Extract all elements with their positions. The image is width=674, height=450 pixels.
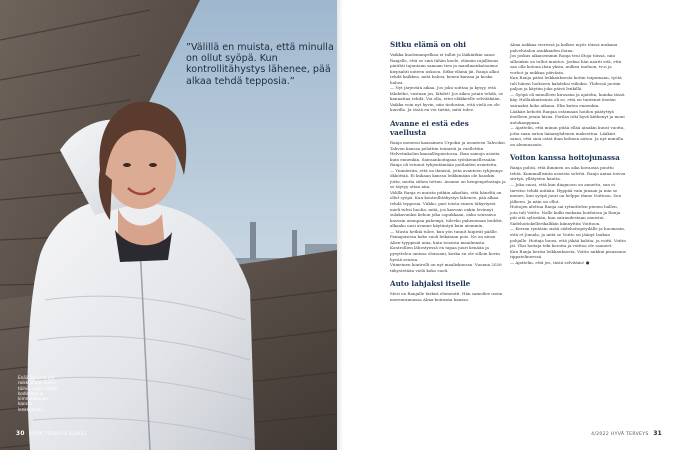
page-gutter-shadow bbox=[337, 0, 343, 450]
right-magazine-name: 4/2022 HYVÄ TERVEYS bbox=[591, 432, 649, 437]
body-paragraph: Viimeinen kontrolli on nyt maaliskuussa. Vuonna 2026 tähystetään vielä koko suoli. bbox=[390, 262, 502, 273]
body-paragraph: — Ymmärrän, että on ihmisiä, joita avanteen tyhjennys ökköttää. Ei kukaan kanssa leikkimään ole haaskin juttu, mutta siihen tottuu. Avanne on hengenpelastaja ja se täytyy ottaa niin. bbox=[390, 167, 506, 190]
section-heading: Sitku elämä on ohi bbox=[390, 40, 466, 49]
body-paragraph: Lääkäri kehotti Ranjaa ostamaan hoidon päätyttyä itselleen jotain kivaa. Porilas teki hyvä kiitkenyt ja meni autokauppaan. bbox=[510, 108, 625, 125]
section-heading: Avanne ei estä edes vaellusta bbox=[390, 119, 469, 138]
body-paragraph: Kun Ranja pääsi leikkauksesta kotiin toipumaan, työtä tuli hänen luokseen kahdeksi viikoksi. Yhdessä juotiin paljon ja käytiin joka päivä lenkillä. bbox=[510, 75, 622, 92]
photo-caption: Enää Ranja ei jää roikkumaan ilpiksi töihin, vaan nauttii kodistaan ja kimmaltavaan kanssa lenkkeilystä. bbox=[18, 375, 58, 412]
body-paragraph: Alma nakkaa vieressä ja kulkee myös töissä mukana palvelutalon asukkaiden iloina. bbox=[510, 42, 618, 53]
article-column-2 bbox=[510, 42, 626, 265]
body-paragraph: Jos joskus aikaisemmin Ranja teui iltoja töissä, niin silloinkin on tullut muutos. Joskus hän nautti sitä, että saa olla kotona ihan yksin, nulkea tauluon, tv:n ja vorhot ja nukkua päiväsin. bbox=[510, 53, 622, 75]
body-paragraph: Ranja menessi kaasaimen Urpoksi ja avanteen Tahvoksi. Tahvon kanssa pelattiin tennistä ja vaellettiin Helvetinkolun kansallispuistossa. Ihan samoja asioita kuin ennenkin. Sairaanhoitajana työskennellessään Ranja oli totunut tyhjentämään potilaiden avanteita. bbox=[390, 140, 506, 168]
body-paragraph: Ranja pohtii, että ihminen on aika kovaosia puuttu tehtä. Kummallisinta asioista selvitä. Ranja antaa toivoa siirtyä, yllätysten kautta. bbox=[510, 165, 626, 182]
body-paragraph: Kun Ranja heräsi leikkauksesta, Voitto nukkui pisuasuus tippatelineessä. bbox=[510, 248, 626, 260]
left-page-number: 30 bbox=[16, 431, 25, 437]
pull-quote: ”Välillä en muista, että minulla on ollut syöpä. Kun kontrollitähystys lähenee, pää alkaa tehdä tepposia.” bbox=[186, 42, 334, 87]
body-paragraph: Vaikka kuolemanpelkoa ei tullut ja lääkärikin sanoi Ranjalle, että se sinä tähän kuole, elämän rajallisuus pärähti tajuntaan samaan tien ja maailmankatsomus kiepsahti uuteen uskoon. Sitku-elämä jäi. Ranja alkoi tehdä kaikkea, mitä halusi, kenen kanssa ja koska halusi. bbox=[390, 52, 500, 85]
body-paragraph: — Musta hetkiä tulee, kun yön tunnit hiipivät päälle. Painajaisissa koko suoli leikataan pois. Ne on aivan Alien-tyyppisiä unia, kuin toisesta maailmasta. Kontrollien lähestyessä en tapaa juuri kenään ja pysyttelen omissa oloissani, koska en ole silloin kovin hyvää seuraa. bbox=[390, 228, 500, 262]
section-heading: Voiton kanssa hoitojunassa bbox=[510, 153, 620, 163]
body-paragraph: — Joka suosi, että kun diagnoosi on annettu, sun ei tarvitse tehdä mitään. Hyppää vain junaan ja niin se menee, kun syöpä juuri on helppo tänne Voittoon. Sen jälkeen. Ja näin on ollut. bbox=[510, 182, 622, 204]
article-column-1 bbox=[390, 40, 506, 302]
body-paragraph: Hoitojen alettua Ranja sai rytmittelen pienen hallen, jota tuli Voitto. Nalle kulki mukana hoidoissa ja Ranja piti sitä sylissään, kun sairaudestaan onnistui. Sädehoitokellerikallikin kiinnyttiin Voittoon. bbox=[510, 204, 621, 226]
right-footer bbox=[591, 431, 662, 437]
body-paragraph: — Ajattelin, että jes, tästä selvitään! ● bbox=[510, 259, 590, 265]
right-page bbox=[337, 0, 674, 450]
right-page-number: 31 bbox=[653, 431, 662, 437]
body-paragraph: Välillä Ranja ei muista pitkiin aikoihin, että häneltä on ollut syöpä. Kun kontrollitähystys lähenee, pää alkaa tehdä tepposia. Viikko, pari toista ennen tähystystä mieli tulvii huolia: mitä, jos kasvain onkin levinnyt sulakavuuksi kehon joka sopukkaan, onko seuraava kasvain aiempaa pahempi, tulevko paheneman buddot, alkaako uusi avanne käytäntyä kuin aiemmin. bbox=[390, 189, 504, 229]
body-paragraph: Meri on Ranjalle tärkeä elementti. Hän samoilee usein merenrannassa Alma-koiransa kanssa. bbox=[390, 291, 503, 302]
left-magazine-name: HYVÄ TERVEYS 4/2022 bbox=[29, 432, 87, 437]
body-paragraph: — Ajattelin, että minun pitää ellää ainakin kuusi vuotta, jotta saan auton lainanyhdenen maksettua. Lääkäri sanoi, että sinä ostat ihan kolmen auton. Ja nyt minulla on alennusauto. bbox=[510, 125, 625, 147]
section-heading: Auto lahjaksi itselle bbox=[390, 279, 471, 289]
body-paragraph: — Syöpä oli minulleen kirosana ja ajatelin, kuinka tässä käy. Hullunkuriisinta oli se, että en tuntenut itseäni sairaaksi koko aikana. Elin kuten ennenkin. bbox=[510, 91, 625, 109]
body-paragraph: — Nyt järjestän aikaa. Jos joku soittaa ja kysyy, että lähdetkö, vastaan jos, lähdet! Jos aikoo jotain tehdä, se kannattaa tehdä. Voi olla, ettei eläkkeelle selvitäkään. Vaikka voin nyt hyvin, niin tiedostan, että vielä en ole kuivilla. Ja tästä en voi tietää, mitä tulee. bbox=[390, 85, 504, 113]
left-footer bbox=[16, 431, 87, 437]
body-paragraph: — Kerran ryntäsin sisää sädehoitopöydälle ja huomasin, että et Jumala, ja mitä se Voitto on jäänyt laukun pohjalle. Hoitaja huusi, että jäkää kahtia, ja voitti. Voitto jäi. Yksi hoitaja teki koroita ja voittoa ole saaneet. bbox=[510, 226, 626, 249]
